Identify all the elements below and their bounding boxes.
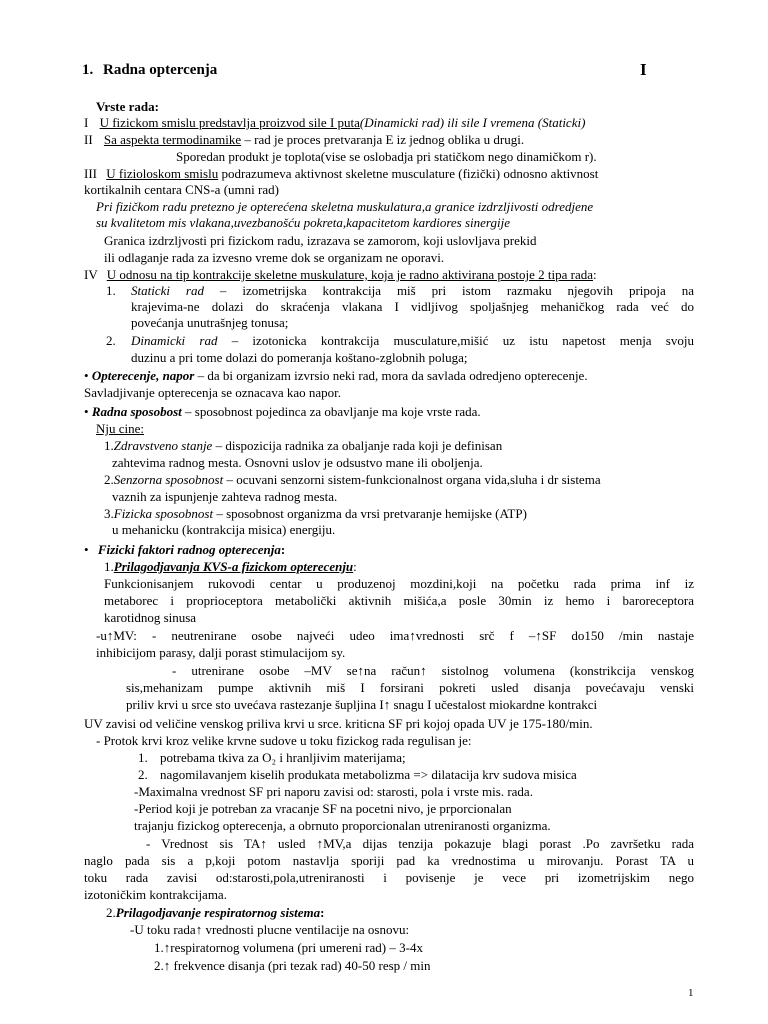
zdravstveno-term: Zdravstveno stanje	[113, 438, 213, 453]
respiratorni-term: Prilagodjavanje respiratornog sistema	[115, 905, 321, 920]
section-title: Radna optercenja	[103, 62, 218, 78]
zdravstveno-line2: zahtevima radnog mesta. Osnovni uslov je odsustvo mane ili oboljenja.	[112, 455, 483, 470]
bullet-icon: •	[84, 368, 89, 383]
dinamicki-rad-line1: Dinamicki rad – izotonicka kontrakcija musculature,mišić uz istu napetost menja svoju	[131, 333, 694, 348]
protok-item-1: potrebama tkiva za O₂ i hranljivim materijama;	[160, 750, 406, 765]
dinamicki-rad-line2: duzinu a pri tome dolazi do pomeranja koštano-zglobnih poluga;	[131, 350, 468, 365]
protok-item-1-number: 1.	[138, 750, 148, 765]
vrste-iii-underlined: U fizioloskom smislu	[106, 166, 219, 181]
utrenirane-line1: - utrenirane osobe –MV se↑na račun↑ sistolnog volumena (konstrikcija venskog	[172, 663, 694, 678]
granica-line2: ili odlaganje rada za izvesno vreme dok se organizam ne oporavi.	[104, 250, 445, 265]
kvs-subheading: 1.Prilagodjavanja KVS-a fizickom opterecenju:	[104, 559, 357, 574]
kvs-term: Prilagodjavanja KVS-a fizickom opterecenju	[113, 559, 354, 574]
section-number: 1.	[82, 62, 94, 78]
dinamicki-term: Dinamicki rad	[131, 333, 218, 348]
senzorna-line1: 2.Senzorna sposobnost – ocuvani senzorni sistem-funkcionalnost organa vida,sluha i dr sistema	[104, 472, 601, 487]
ta-line3: toku rada zavisi od:starosti,pola,utreniranosti i povisenje je vece pri izometrijskim nego	[84, 870, 694, 885]
vrste-item-iii: III U fizioloskom smislu podrazumeva aktivnost skeletne musculature (fizički) odnosno aktivnost	[84, 166, 599, 181]
fizicka-term: Fizicka sposobnost	[113, 506, 214, 521]
ta-line4: izotoničkim kontrakcijama.	[84, 887, 227, 902]
funkcionisanje-line1: Funkcionisanjem rukovodi centar u produzenoj mozdini,koji na početku rada prima inf iz	[104, 576, 694, 591]
chapter-roman-numeral: I	[640, 60, 647, 79]
mv-line1: -u↑MV: - neutrenirane osobe najveći udeo ima↑vrednosti srč f –↑SF do150 /min nastaje	[96, 628, 694, 643]
dinamicki-number: 2.	[106, 333, 116, 348]
utrenirane-line3: priliv krvi u srce sto uvećava rastezanje šupljina I↑ snagu I učestalost miokardne kontrakci	[126, 697, 598, 712]
opterecenje-term: Opterecenje, napor	[91, 368, 195, 383]
vrste-item-i: I U fizickom smislu predstavlja proizvod sile I puta(Dinamicki rad) ili sile I vremena (Staticki)	[84, 115, 586, 130]
senzorna-line2: vaznih za ispunjenje zahteva radnog mesta.	[112, 489, 338, 504]
fizicki-term: Fizicki faktori radnog opterecenja	[97, 542, 281, 557]
u-toku-rada-line: -U toku rada↑ vrednosti plucne ventilacije na osnovu:	[130, 922, 410, 937]
fizicki-faktori-heading: • Fizicki faktori radnog opterecenja:	[84, 542, 286, 557]
vrste-item-iv: IV U odnosu na tip kontrakcije skeletne muskulature, koja je radno aktivirana postoje 2 tipa rada:	[84, 267, 597, 282]
staticki-number: 1.	[106, 283, 116, 298]
fizicka-line2: u mehanicku (kontrakcija misica) energiju.	[112, 522, 336, 537]
staticki-rad-line1: Staticki rad – izometrijska kontrakcija miš pri istom razmaku njegovih pripoja na	[131, 283, 695, 298]
respiratorni-item-1: 1.↑respiratornog volumena (pri umereni rad) – 3-4x	[154, 940, 423, 955]
vrste-i-underlined: U fizickom smislu predstavlja proizvod sile I puta	[99, 115, 360, 130]
utrenirane-line2: sis,mehanizam pumpe aktivnih miš I forsirani pokreti usled disanja povećavaju venski	[126, 680, 694, 695]
opterecenje-line1: • Opterecenje, napor – da bi organizam izvrsio neki rad, mora da savlada odredjeno opterecenje.	[84, 368, 588, 383]
staticki-rad-line2: krajevima-ne dolazi do skraćenja vlakana I vidljivog spoljašnjeg mehaničkog rada već do	[131, 299, 694, 314]
vrste-iii-line2: kortikalnih centara CNS-a (umni rad)	[84, 182, 279, 197]
funkcionisanje-line3: karotidnog sinusa	[104, 610, 197, 625]
uv-line: UV zavisi od veličine venskog priliva krvi u srce. kriticna SF pri kojoj opada UV je 175-180/min.	[84, 716, 593, 731]
staticki-rad-line3: povećanja unutrašnjeg tonusa;	[131, 315, 289, 330]
staticki-term: Staticki rad	[131, 283, 204, 298]
bullet-icon: •	[84, 542, 89, 557]
section-heading	[82, 62, 217, 79]
respiratorni-subheading: 2.Prilagodjavanje respiratornog sistema:	[106, 905, 325, 920]
funkcionisanje-line2: metaborec i proprioceptora metabolički aktivnih mišića,a posle 30min iz hemo i baroreceptora	[104, 593, 694, 608]
period-line2: trajanju fizickog opterecenja, a obrnuto proporcionalan utreniranosti organizma.	[134, 818, 551, 833]
sposobnost-line1: • Radna sposobost – sposobnost pojedinca za obavljanje ma koje vrste rada.	[84, 404, 481, 419]
mv-line2: inhibicijom parasy, dalji porast stimulacijom sy.	[96, 645, 346, 660]
ta-line2: naglo pada sis a p,koji potom nastavlja sporiji pad ka vrednostima u mirovanju. Porast TA u	[84, 853, 694, 868]
protok-item-2-number: 2.	[138, 767, 148, 782]
protok-line: - Protok krvi kroz velike krvne sudove u toku fizickog rada regulisan je:	[96, 733, 472, 748]
respiratorni-item-2: 2.↑ frekvence disanja (pri tezak rad) 40-50 resp / min	[154, 958, 431, 973]
vrste-rada-label: Vrste rada:	[96, 99, 159, 114]
nju-cine: Nju cine:	[96, 421, 145, 436]
period-line1: -Period koji je potreban za vracanje SF na pocetni nivo, je prporcionalan	[134, 801, 512, 816]
senzorna-term: Senzorna sposobnost	[113, 472, 224, 487]
protok-item-2: nagomilavanjem kiselih produkata metabolizma => dilatacija krv sudova misica	[160, 767, 577, 782]
opterecenje-line2: Savladjivanje opterecenja se oznacava kao napor.	[84, 385, 341, 400]
zdravstveno-line1: 1.Zdravstveno stanje – dispozicija radnika za obaljanje rada koji je definisan	[104, 438, 503, 453]
vrste-ii-line2: Sporedan produkt je toplota(vise se oslobadja pri statičkom nego dinamičkom r).	[176, 149, 597, 164]
fizicka-line1: 3.Fizicka sposobnost – sposobnost organizma da vrsi pretvaranje hemijske (ATP)	[104, 506, 527, 521]
vrste-ii-underlined: Sa aspekta termodinamike	[103, 132, 242, 147]
sposobnost-term: Radna sposobost	[91, 404, 182, 419]
page-number: 1	[688, 987, 694, 999]
ta-line1: - Vrednost sis TA↑ usled ↑MV,a dijas tenzija pokazuje blagi porast .Po završetku rada	[146, 836, 694, 851]
granica-line1: Granica izdrzljvosti pri fizickom radu, izrazava se zamorom, koji uslovljava prekid	[104, 233, 537, 248]
max-sf-line: -Maximalna vrednost SF pri naporu zavisi od: starosti, pola i vrste mis. rada.	[134, 784, 533, 799]
vrste-iv-underlined: U odnosu na tip kontrakcije skeletne muskulature, koja je radno aktivirana postoje 2 tipa rada	[106, 267, 594, 282]
vrste-item-ii: II Sa aspekta termodinamike – rad je proces pretvaranja E iz jednog oblika u drugi.	[84, 132, 525, 147]
italic-note-line2: su kvalitetom mis vlakana,uvezbanošću pokreta,kapacitetom kardiores sinergije	[96, 215, 510, 230]
italic-note-line1: Pri fizičkom radu pretezno je opterećena skeletna muskulatura,a granice izdrzljivosti odredjene	[96, 199, 594, 214]
bullet-icon: •	[84, 404, 89, 419]
